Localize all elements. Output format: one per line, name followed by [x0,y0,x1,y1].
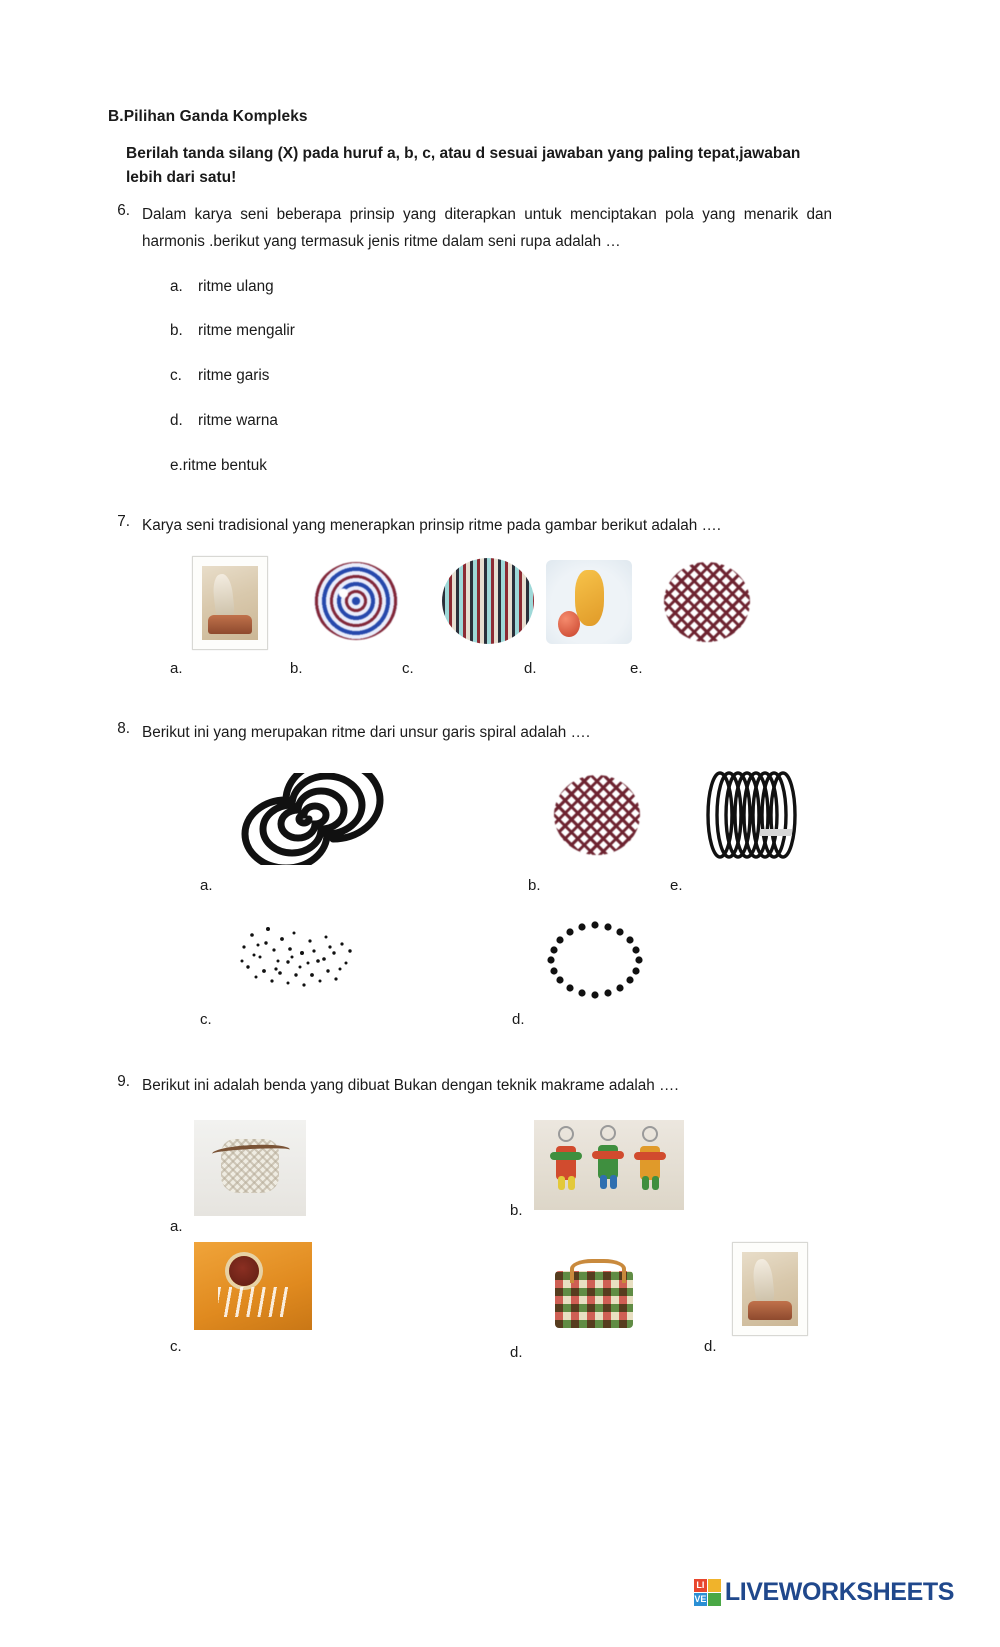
black-spiral-image[interactable] [234,773,384,875]
question-6-option-b[interactable] [170,318,868,345]
option-letter-a: a. [200,876,213,894]
question-8 [108,720,868,1043]
option-letter-b: b. [528,876,541,894]
option-label: ritme garis [198,367,270,385]
badge-cell-li: LI [694,1579,707,1592]
question-9-number: 9. [117,1072,130,1090]
framed-still-life-image[interactable] [192,556,268,650]
option-letter-e: e. [670,876,683,894]
framed-still-life-image-2[interactable] [732,1242,808,1336]
option-letter: b. [170,322,183,340]
question-8-options-row1 [142,763,868,913]
woven-textile-stripes-image[interactable] [442,558,534,644]
badge-cell-empty-2 [708,1593,721,1606]
question-7-text: Karya seni tradisional yang menerapkan prinsip ritme pada gambar berikut adalah …. [142,517,722,535]
question-6-option-a[interactable] [170,274,868,301]
question-6-option-d[interactable] [170,408,868,435]
badge-cell-empty-1 [708,1579,721,1592]
liveworksheets-footer [694,1578,954,1607]
option-letter-c: c. [200,1010,212,1028]
option-letter-d: d. [524,660,537,678]
scattered-dots-image[interactable] [230,917,360,1007]
macrame-doll-keychains-image[interactable] [534,1120,684,1210]
option-letter-c: c. [402,660,414,678]
section-instruction: Berilah tanda silang (X) pada huruf a, b, c, atau d sesuai jawaban yang paling tepat,jawaban lebih dari satu! [126,145,801,187]
option-letter-c: c. [170,1337,182,1355]
liveworksheets-badge-icon [694,1579,721,1606]
option-letter-d: d. [512,1010,525,1028]
question-7-options [142,556,868,676]
liveworksheets-wordmark: LIVEWORKSHEETS [724,1578,954,1606]
option-letter-b: b. [510,1201,523,1219]
maroon-diagonal-weave-image-2[interactable] [554,775,640,855]
question-7 [108,513,868,676]
dotted-circle-ring-image[interactable] [540,917,650,1013]
worksheet-content [108,108,868,1362]
question-9-options-row1 [142,1116,868,1236]
question-9-text: Berikut ini adalah benda yang dibuat Bukan dengan teknik makrame adalah …. [142,1076,679,1094]
macrame-wall-hanging-image[interactable] [194,1242,312,1330]
woven-tote-bag-image[interactable] [540,1246,648,1338]
black-coil-spring-image[interactable] [698,767,804,873]
section-title: B.Pilihan Ganda Kompleks [108,108,308,125]
maroon-diagonal-weave-image[interactable] [664,562,750,642]
option-letter-a: a. [170,1217,183,1235]
spiral-drawing [234,773,384,865]
option-letter: d. [170,411,183,429]
question-6 [108,202,868,479]
question-7-number: 7. [117,513,130,531]
option-letter: a. [170,277,183,295]
question-9 [108,1073,868,1362]
blue-red-swirl-pattern-image[interactable] [314,562,398,640]
badge-cell-ve: VE [694,1594,707,1604]
option-label: ritme warna [198,411,278,429]
option-letter-e: e. [630,660,643,678]
keychains-drawing [534,1120,684,1210]
scatter-drawing [230,917,360,997]
option-letter-b: b. [290,660,303,678]
option-letter-d: d. [510,1343,523,1361]
question-8-options-row2 [142,913,868,1043]
question-6-option-c[interactable] [170,363,868,390]
option-label: ritme ulang [198,277,274,295]
question-6-option-e[interactable]: e.ritme bentuk [170,456,267,474]
question-9-options-row2 [142,1242,868,1362]
option-letter-d-2: d. [704,1337,717,1355]
question-8-text: Berikut ini yang merupakan ritme dari unsur garis spiral adalah …. [142,724,591,742]
option-label: ritme mengalir [198,322,295,340]
question-8-number: 8. [117,720,130,738]
option-letter-a: a. [170,660,183,678]
yellow-jug-and-apple-image[interactable] [546,560,632,644]
question-6-number: 6. [117,202,130,220]
question-6-text: Dalam karya seni beberapa prinsip yang diterapkan untuk menciptakan pola yang menarik dan harmonis .berikut yang termasuk jenis ritme dalam seni rupa adalah … [142,206,832,250]
option-letter: c. [170,367,182,385]
dot-ring-drawing [540,917,650,1003]
crochet-sling-bag-image[interactable] [194,1120,306,1216]
coil-drawing [698,767,804,863]
